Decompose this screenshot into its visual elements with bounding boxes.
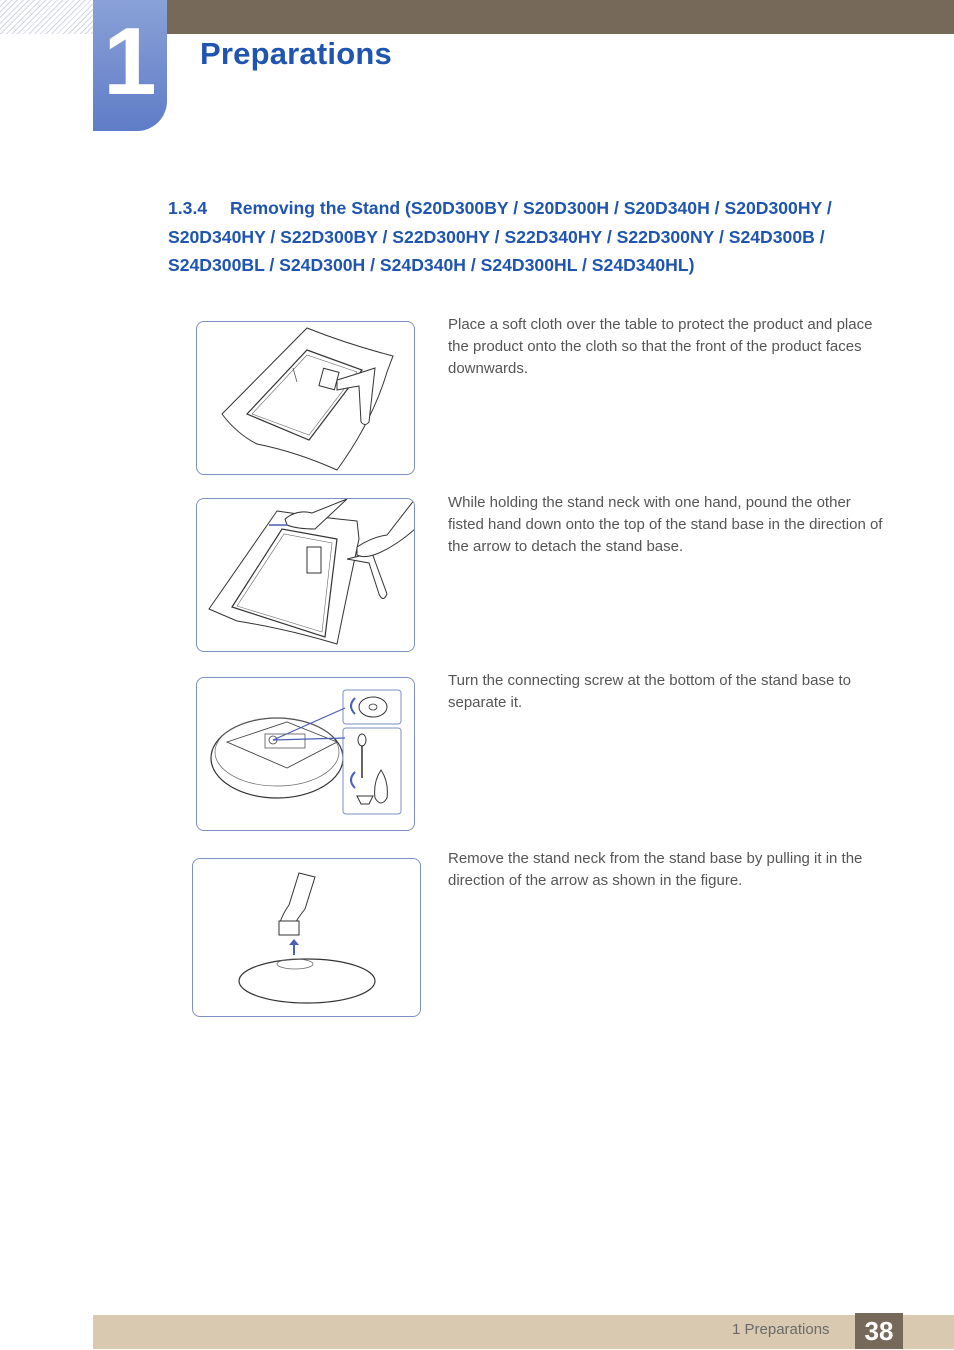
chapter-number: 1 <box>103 8 157 115</box>
figure-connecting-screw <box>196 677 415 831</box>
page-number-text: 38 <box>864 1315 894 1346</box>
chapter-number-block <box>93 0 167 131</box>
figure-remove-stand-neck <box>192 858 421 1017</box>
header-bar <box>167 0 954 34</box>
chapter-title: Preparations <box>200 36 392 71</box>
section-heading <box>168 194 898 280</box>
connecting-screw-illustration <box>197 678 415 831</box>
remove-stand-neck-illustration <box>193 859 421 1017</box>
step-2-text: While holding the stand neck with one hand, pound the other fisted hand down onto the top of the stand base in the direction of the arrow to detach the stand base. <box>448 494 883 555</box>
section-title: Removing the Stand (S20D300BY / S20D300H / S20D340H / S20D300HY / S20D340HY / S22D300BY / S22D300HY / S22D340HY / S22D300NY / S24D300B / S24D300BL / S24D300H / S24D340H / S24D300HL / S24D340HL) <box>168 198 832 275</box>
section-number: 1.3.4 <box>168 198 208 218</box>
step-3-text: Turn the connecting screw at the bottom of the stand base to separate it. <box>448 672 852 711</box>
footer-chapter-label: 1 Preparations <box>732 1321 830 1338</box>
step-1-text: Place a soft cloth over the table to protect the product and place the product onto the cloth so that the front of the product faces downwards. <box>448 316 873 377</box>
page-number <box>855 1313 903 1349</box>
figure-detach-stand-base <box>196 498 415 652</box>
step-4-text: Remove the stand neck from the stand base by pulling it in the direction of the arrow as shown in the figure. <box>448 850 863 889</box>
corner-hatch <box>0 0 93 34</box>
monitor-on-cloth-illustration <box>197 322 415 475</box>
detach-stand-base-illustration <box>197 499 415 652</box>
figure-monitor-on-cloth <box>196 321 415 475</box>
